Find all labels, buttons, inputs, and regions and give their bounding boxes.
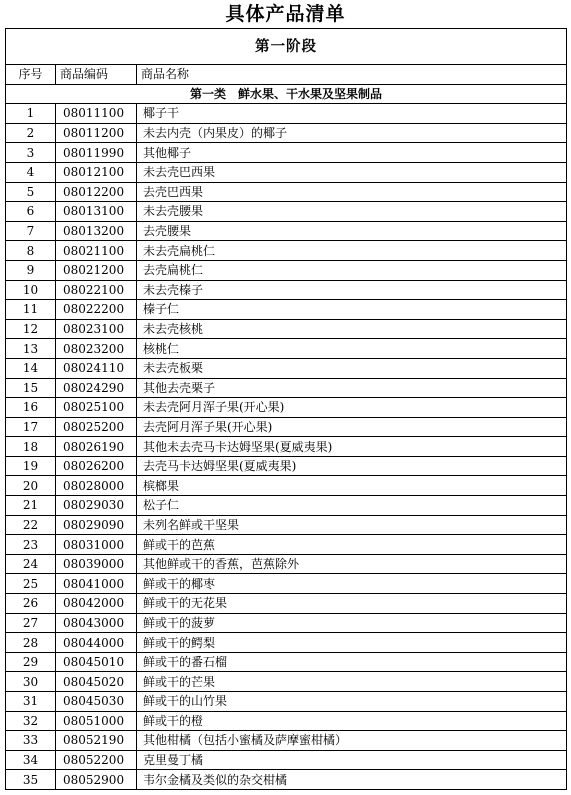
product-code: 08052900 bbox=[56, 770, 137, 790]
product-table bbox=[5, 28, 567, 790]
table-row bbox=[6, 692, 567, 712]
table-row bbox=[6, 456, 567, 476]
product-name: 其他椰子 bbox=[137, 143, 567, 163]
row-index: 33 bbox=[6, 731, 56, 751]
table-row bbox=[6, 123, 567, 143]
header-name: 商品名称 bbox=[137, 65, 567, 85]
product-name: 鲜或干的山竹果 bbox=[137, 692, 567, 712]
table-row bbox=[6, 280, 567, 300]
table-row bbox=[6, 398, 567, 418]
header-index: 序号 bbox=[6, 65, 56, 85]
row-index: 11 bbox=[6, 300, 56, 320]
product-code: 08025100 bbox=[56, 398, 137, 418]
row-index: 6 bbox=[6, 202, 56, 222]
table-row bbox=[6, 731, 567, 751]
row-index: 26 bbox=[6, 594, 56, 614]
product-code: 08011990 bbox=[56, 143, 137, 163]
product-name: 鲜或干的椰枣 bbox=[137, 574, 567, 594]
table-row bbox=[6, 104, 567, 124]
stage-row bbox=[6, 29, 567, 65]
table-row bbox=[6, 476, 567, 496]
product-code: 08023200 bbox=[56, 339, 137, 359]
product-name: 未去壳腰果 bbox=[137, 202, 567, 222]
table-row bbox=[6, 554, 567, 574]
row-index: 27 bbox=[6, 613, 56, 633]
product-name: 其他未去壳马卡达姆坚果(夏威夷果) bbox=[137, 437, 567, 457]
row-index: 34 bbox=[6, 750, 56, 770]
table-row bbox=[6, 750, 567, 770]
product-name: 去壳扁桃仁 bbox=[137, 260, 567, 280]
table-row bbox=[6, 770, 567, 790]
table-row bbox=[6, 162, 567, 182]
row-index: 23 bbox=[6, 535, 56, 555]
product-code: 08045010 bbox=[56, 652, 137, 672]
row-index: 8 bbox=[6, 241, 56, 261]
table-row bbox=[6, 300, 567, 320]
row-index: 2 bbox=[6, 123, 56, 143]
product-name: 未去内壳（内果皮）的椰子 bbox=[137, 123, 567, 143]
product-code: 08029090 bbox=[56, 515, 137, 535]
row-index: 9 bbox=[6, 260, 56, 280]
table-row bbox=[6, 633, 567, 653]
row-index: 19 bbox=[6, 456, 56, 476]
product-code: 08022100 bbox=[56, 280, 137, 300]
product-name: 未去壳榛子 bbox=[137, 280, 567, 300]
product-code: 08044000 bbox=[56, 633, 137, 653]
category-row bbox=[6, 84, 567, 104]
table-row bbox=[6, 672, 567, 692]
product-code: 08029030 bbox=[56, 496, 137, 516]
product-name: 未去壳核桃 bbox=[137, 319, 567, 339]
product-code: 08026200 bbox=[56, 456, 137, 476]
product-code: 08041000 bbox=[56, 574, 137, 594]
product-code: 08022200 bbox=[56, 300, 137, 320]
product-name: 鲜或干的芭蕉 bbox=[137, 535, 567, 555]
product-name: 鲜或干的橙 bbox=[137, 711, 567, 731]
product-code: 08012100 bbox=[56, 162, 137, 182]
product-name: 榛子仁 bbox=[137, 300, 567, 320]
product-code: 08039000 bbox=[56, 554, 137, 574]
row-index: 7 bbox=[6, 221, 56, 241]
product-name: 去壳腰果 bbox=[137, 221, 567, 241]
product-code: 08012200 bbox=[56, 182, 137, 202]
row-index: 12 bbox=[6, 319, 56, 339]
product-name: 其他柑橘（包括小蜜橘及萨摩蜜柑橘） bbox=[137, 731, 567, 751]
product-name: 韦尔金橘及类似的杂交柑橘 bbox=[137, 770, 567, 790]
row-index: 22 bbox=[6, 515, 56, 535]
row-index: 32 bbox=[6, 711, 56, 731]
table-row bbox=[6, 594, 567, 614]
product-name: 克里曼丁橘 bbox=[137, 750, 567, 770]
row-index: 5 bbox=[6, 182, 56, 202]
product-code: 08025200 bbox=[56, 417, 137, 437]
product-name: 去壳阿月浑子果(开心果) bbox=[137, 417, 567, 437]
table-row bbox=[6, 515, 567, 535]
table-row bbox=[6, 574, 567, 594]
product-name: 鲜或干的番石榴 bbox=[137, 652, 567, 672]
table-row bbox=[6, 613, 567, 633]
table-row bbox=[6, 221, 567, 241]
product-code: 08011200 bbox=[56, 123, 137, 143]
table-row bbox=[6, 437, 567, 457]
product-name: 鲜或干的无花果 bbox=[137, 594, 567, 614]
row-index: 35 bbox=[6, 770, 56, 790]
product-code: 08011100 bbox=[56, 104, 137, 124]
product-name: 未去壳板栗 bbox=[137, 358, 567, 378]
table-row bbox=[6, 535, 567, 555]
row-index: 17 bbox=[6, 417, 56, 437]
table-row bbox=[6, 652, 567, 672]
row-index: 14 bbox=[6, 358, 56, 378]
table-row bbox=[6, 496, 567, 516]
product-name: 槟榔果 bbox=[137, 476, 567, 496]
product-code: 08028000 bbox=[56, 476, 137, 496]
table-row bbox=[6, 319, 567, 339]
stage-title: 第一阶段 bbox=[6, 29, 567, 65]
row-index: 20 bbox=[6, 476, 56, 496]
table-row bbox=[6, 339, 567, 359]
product-name: 鲜或干的菠萝 bbox=[137, 613, 567, 633]
table-row bbox=[6, 417, 567, 437]
page-title: 具体产品清单 bbox=[225, 3, 346, 25]
row-index: 21 bbox=[6, 496, 56, 516]
row-index: 24 bbox=[6, 554, 56, 574]
product-code: 08045020 bbox=[56, 672, 137, 692]
row-index: 15 bbox=[6, 378, 56, 398]
product-code: 08026190 bbox=[56, 437, 137, 457]
product-name: 核桃仁 bbox=[137, 339, 567, 359]
row-index: 4 bbox=[6, 162, 56, 182]
row-index: 16 bbox=[6, 398, 56, 418]
product-code: 08024290 bbox=[56, 378, 137, 398]
row-index: 29 bbox=[6, 652, 56, 672]
table-row bbox=[6, 241, 567, 261]
product-code: 08043000 bbox=[56, 613, 137, 633]
product-code: 08052190 bbox=[56, 731, 137, 751]
row-index: 25 bbox=[6, 574, 56, 594]
row-index: 1 bbox=[6, 104, 56, 124]
product-code: 08051000 bbox=[56, 711, 137, 731]
table-row bbox=[6, 182, 567, 202]
header-row bbox=[6, 65, 567, 85]
table-row bbox=[6, 143, 567, 163]
product-code: 08031000 bbox=[56, 535, 137, 555]
product-code: 08013200 bbox=[56, 221, 137, 241]
table-row bbox=[6, 711, 567, 731]
table-row bbox=[6, 202, 567, 222]
row-index: 13 bbox=[6, 339, 56, 359]
product-name: 未去壳阿月浑子果(开心果) bbox=[137, 398, 567, 418]
product-name: 鲜或干的鳄梨 bbox=[137, 633, 567, 653]
header-code: 商品编码 bbox=[56, 65, 137, 85]
row-index: 31 bbox=[6, 692, 56, 712]
product-code: 08052200 bbox=[56, 750, 137, 770]
product-name: 鲜或干的芒果 bbox=[137, 672, 567, 692]
product-code: 08042000 bbox=[56, 594, 137, 614]
row-index: 18 bbox=[6, 437, 56, 457]
product-name: 松子仁 bbox=[137, 496, 567, 516]
product-name: 其他鲜或干的香蕉，芭蕉除外 bbox=[137, 554, 567, 574]
product-name: 其他去壳栗子 bbox=[137, 378, 567, 398]
row-index: 10 bbox=[6, 280, 56, 300]
product-code: 08023100 bbox=[56, 319, 137, 339]
table-row bbox=[6, 378, 567, 398]
row-index: 28 bbox=[6, 633, 56, 653]
product-name: 未去壳巴西果 bbox=[137, 162, 567, 182]
product-name: 椰子干 bbox=[137, 104, 567, 124]
product-name: 未去壳扁桃仁 bbox=[137, 241, 567, 261]
product-name: 去壳巴西果 bbox=[137, 182, 567, 202]
product-code: 08021100 bbox=[56, 241, 137, 261]
product-code: 08013100 bbox=[56, 202, 137, 222]
product-name: 去壳马卡达姆坚果(夏威夷果) bbox=[137, 456, 567, 476]
category-title: 第一类 鲜水果、干水果及坚果制品 bbox=[6, 84, 567, 104]
row-index: 3 bbox=[6, 143, 56, 163]
table-row bbox=[6, 260, 567, 280]
product-code: 08045030 bbox=[56, 692, 137, 712]
table-row bbox=[6, 358, 567, 378]
product-code: 08024110 bbox=[56, 358, 137, 378]
product-name: 未列名鲜或干坚果 bbox=[137, 515, 567, 535]
row-index: 30 bbox=[6, 672, 56, 692]
product-code: 08021200 bbox=[56, 260, 137, 280]
